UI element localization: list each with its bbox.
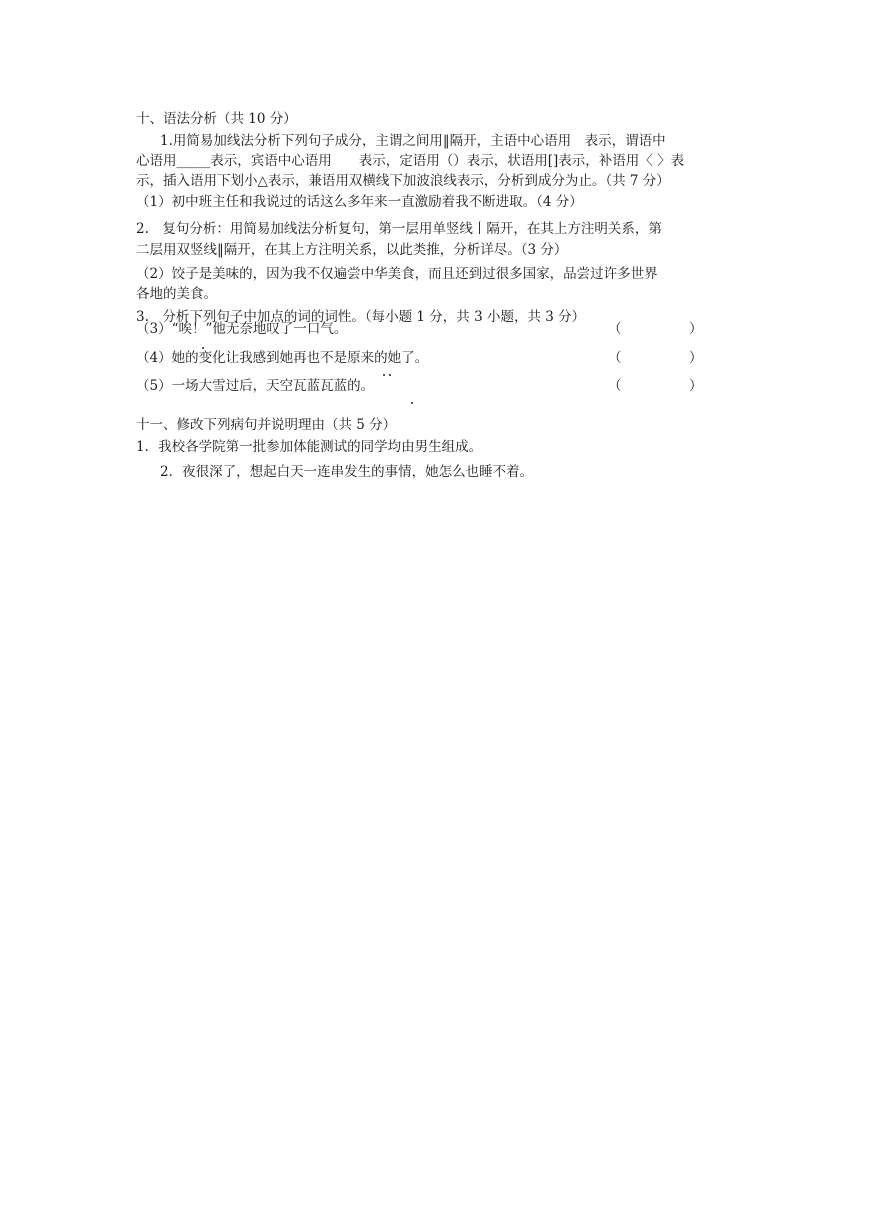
q3-item-5: （5）一场大雪过后，天空瓦蓝瓦蓝的。 <box>136 378 375 394</box>
emphasis-dot <box>389 374 391 376</box>
section-10-title: 十、语法分析（共 10 分） <box>136 111 297 127</box>
answer-blank-3[interactable]: （ ） <box>608 321 703 337</box>
emphasis-dot <box>411 402 413 404</box>
q2-instructions-line2: 二层用双竖线‖隔开，在其上方注明关系，以此类推，分析详尽。（3 分） <box>136 242 568 258</box>
q3-item-4: （4）她的变化让我感到她再也不是原来的她了。 <box>136 350 429 366</box>
q3-instructions: 3. 分析下列句子中加点的词的词性。（每小题 1 分，共 3 小题，共 3 分） <box>136 309 586 325</box>
q1-instructions-line2: 心语用_____表示，宾语中心语用 表示，定语用（）表示，状语用[]表示，补语用〈 〉表 <box>136 153 685 169</box>
q2-sentence-2-line2: 各地的美食。 <box>136 286 217 302</box>
emphasis-dot <box>383 374 385 376</box>
q1-instructions-line3: 示，插入语用下划小△表示，兼语用双横线下加波浪线表示，分析到成分为止。（共 7 分） <box>136 173 670 189</box>
sick-sentence-2: 2．夜很深了，想起白天一连串发生的事情，她怎么也睡不着。 <box>160 464 534 480</box>
answer-blank-5[interactable]: （ ） <box>608 378 703 394</box>
answer-blank-4[interactable]: （ ） <box>608 350 703 366</box>
q1-instructions-line1: 1.用简易加线法分析下列句子成分，主谓之间用‖隔开，主语中心语用 表示，谓语中 <box>160 133 666 149</box>
q2-sentence-2-line1: （2）饺子是美味的，因为我不仅遍尝中华美食，而且还到过很多国家，品尝过许多世界 <box>136 266 658 282</box>
q3-item-3: （3）“唉！”他无奈地叹了一口气。 <box>136 321 348 337</box>
sick-sentence-1: 1．我校各学院第一批参加体能测试的同学均由男生组成。 <box>136 439 483 455</box>
q1-sentence-1: （1）初中班主任和我说过的话这么多年来一直激励着我不断进取。（4 分） <box>136 194 583 210</box>
section-11-title: 十一、修改下列病句并说明理由（共 5 分） <box>136 417 397 433</box>
q2-instructions-line1: 2. 复句分析：用简易加线法分析复句，第一层用单竖线丨隔开，在其上方注明关系，第 <box>136 221 662 237</box>
